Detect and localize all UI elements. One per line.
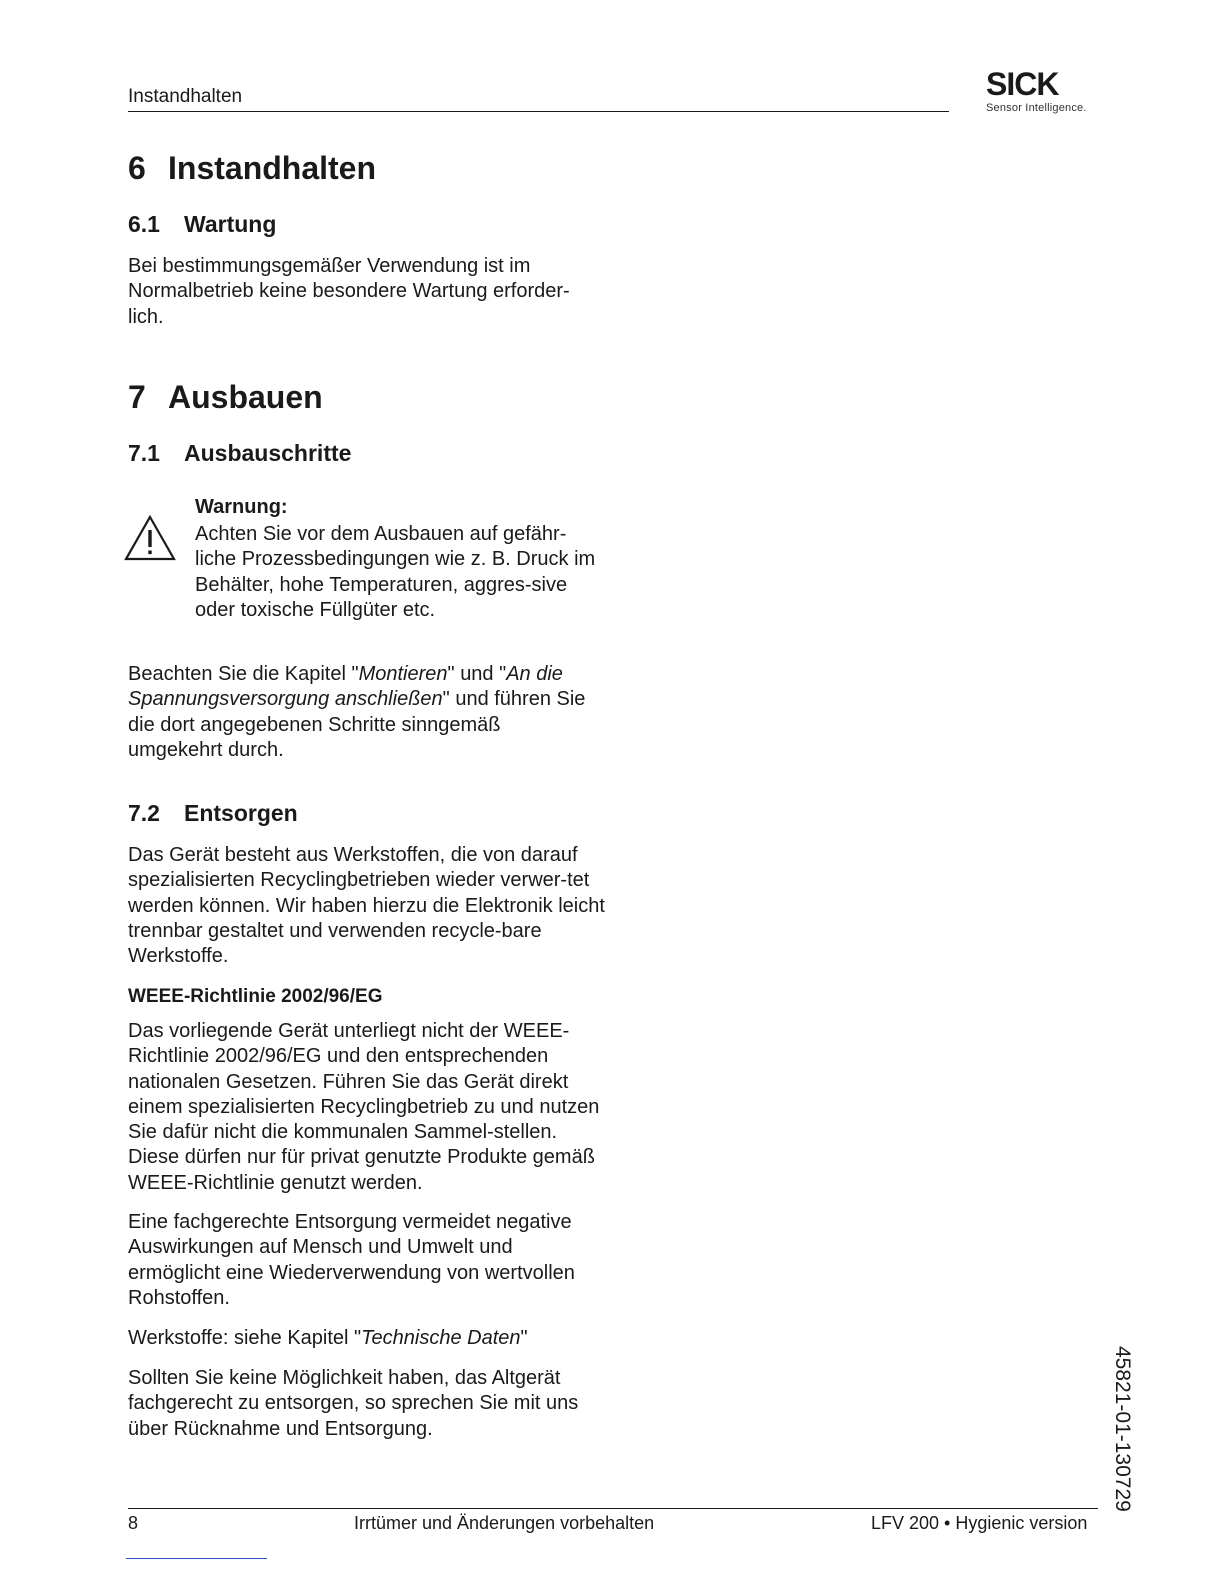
warning-text: Achten Sie vor dem Ausbauen auf gefähr-liche Prozessbedingungen wie z. B. Druck im Behälter, hohe Temperaturen, aggres-sive oder toxische Füllgüter etc.	[195, 523, 596, 621]
disposal-text: Das Gerät besteht aus Werkstoffen, die von darauf spezialisierten Recyclingbetrieben wieder verwer-tet werden können. Wir haben hierzu die Elektronik leicht trennbar gestaltet und verwenden recycle-bare Werkstoffe.	[128, 844, 605, 968]
link-underline-fragment	[126, 1558, 267, 1559]
warning-triangle-icon	[124, 514, 176, 562]
weee-text: Das vorliegende Gerät unterliegt nicht der WEEE-Richtlinie 2002/96/EG und den entsprechenden nationalen Gesetzen. Führen Sie das Gerät direkt einem spezialisierten Recyclingbetrieb zu und nutzen Sie dafür nicht die kommunalen Sammel-stellen. Diese dürfen nur für privat genutzte Produkte gemäß WEEE-Richtlinie genutzt werden.	[128, 1020, 600, 1194]
environment-text: Eine fachgerechte Entsorgung vermeidet negative Auswirkungen auf Mensch und Umwelt und ermöglicht eine Wiederverwendung von wertvollen Rohstoffen.	[128, 1211, 575, 1309]
chapter-ref-spannungsversorgung: An die Spannungsversorgung anschließen	[128, 663, 563, 711]
contact-text: Sollten Sie keine Möglichkeit haben, das Altgerät fachgerecht zu entsorgen, so sprechen Sie mit uns über Rücknahme und Entsorgung.	[128, 1367, 579, 1440]
header-rule	[128, 111, 949, 112]
section-7-1-heading: 7.1 Ausbauschritte	[128, 440, 352, 466]
section-7-2-heading: 7.2 Entsorgen	[128, 800, 298, 826]
logo-wordmark: SICK	[986, 66, 1059, 102]
materials-text: Werkstoffe: siehe Kapitel "Technische Daten"	[128, 1327, 528, 1349]
chapter-7-heading: 7 Ausbauen	[128, 379, 323, 415]
sick-logo	[986, 68, 1102, 114]
document-id-wrapper	[1110, 1346, 1136, 1516]
maintenance-text: Bei bestimmungsgemäßer Verwendung ist im Normalbetrieb keine besondere Wartung erforder-lich.	[128, 255, 570, 328]
footer-rule	[128, 1508, 1098, 1509]
section-6-1-heading: 6.1 Wartung	[128, 211, 277, 237]
chapter-ref-technische-daten: Technische Daten	[361, 1327, 521, 1349]
document-id: 45821-01-130729	[1111, 1346, 1134, 1512]
removal-instructions: Beachten Sie die Kapitel "Montieren" und "An die Spannungsversorgung anschließen" und führen Sie die dort angegebenen Schritte sinngemäß umgekehrt durch.	[128, 663, 586, 761]
footer-product: LFV 200 • Hygienic version	[871, 1513, 1088, 1533]
page-number: 8	[128, 1513, 139, 1533]
chapter-6-heading: 6 Instandhalten	[128, 150, 377, 186]
weee-heading: WEEE-Richtlinie 2002/96/EG	[128, 986, 383, 1007]
footer-notice: Irrtümer und Änderungen vorbehalten	[354, 1513, 655, 1533]
logo-tagline: Sensor Intelligence.	[986, 102, 1087, 114]
chapter-ref-montieren: Montieren	[358, 663, 448, 685]
warning-title: Warnung:	[195, 496, 288, 518]
running-header: Instandhalten	[128, 86, 243, 107]
